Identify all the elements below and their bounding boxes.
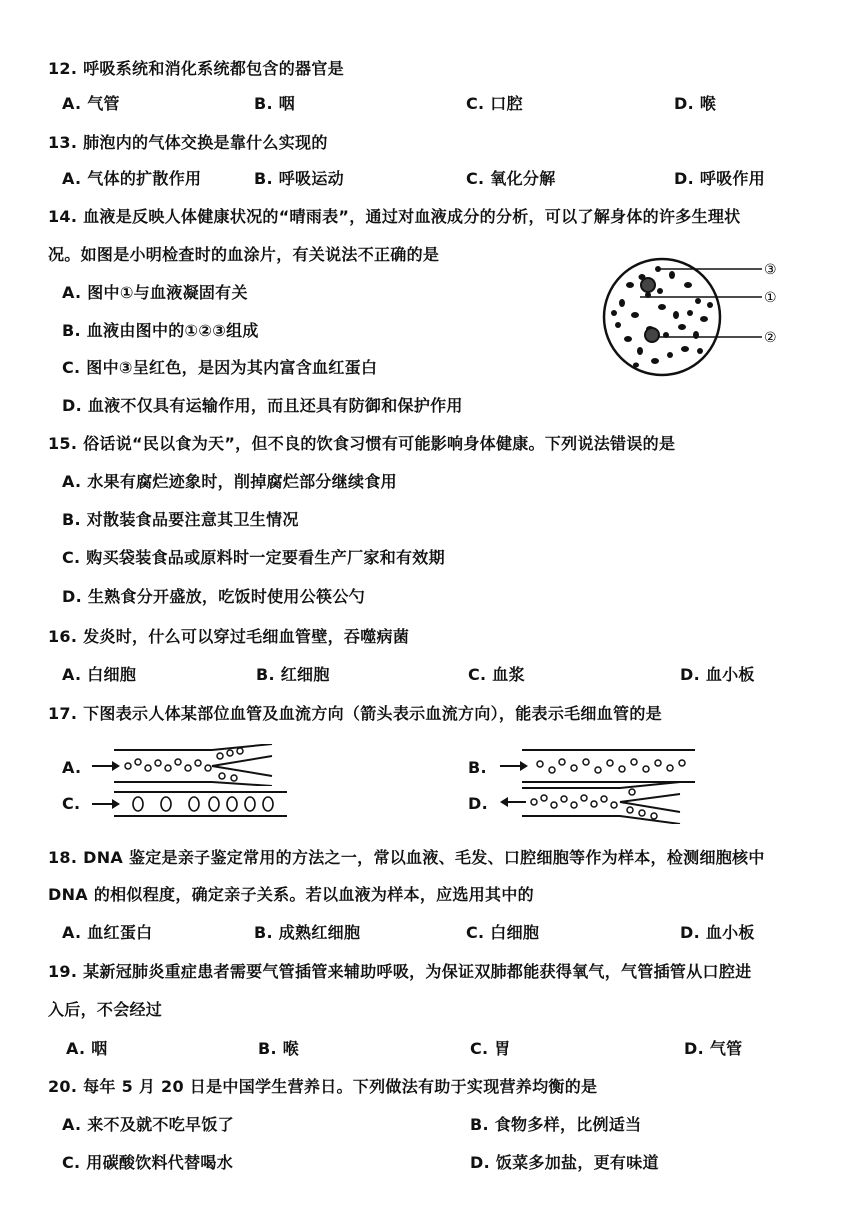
question-20-stem: 20. 每年 5 月 20 日是中国学生营养日。下列做法有助于实现营养均衡的是 xyxy=(48,1077,598,1096)
q15-option-a: A. 水果有腐烂迹象时，削掉腐烂部分继续食用 xyxy=(62,472,397,491)
q13-option-c: C. 氧化分解 xyxy=(466,169,556,188)
vessel-diagram-a xyxy=(92,744,292,786)
q14-option-d: D. 血液不仅具有运输作用，而且还具有防御和保护作用 xyxy=(62,396,463,415)
q16-option-a: A. 白细胞 xyxy=(62,665,137,684)
q16-option-b: B. 红细胞 xyxy=(256,665,330,684)
q19-option-b: B. 喉 xyxy=(258,1039,300,1058)
q16-option-d: D. 血小板 xyxy=(680,665,755,684)
q17-label-d: D. xyxy=(468,794,488,813)
q19-option-c: C. 胃 xyxy=(470,1039,511,1058)
q15-option-d: D. 生熟食分开盛放，吃饭时使用公筷公勺 xyxy=(62,587,365,606)
q18-option-a: A. 血红蛋白 xyxy=(62,923,153,942)
question-19-stem-line1: 19. 某新冠肺炎重症患者需要气管插管来辅助呼吸，为保证双肺都能获得氧气，气管插管从口腔进 xyxy=(48,962,752,981)
question-19-stem-line2: 入后，不会经过 xyxy=(48,1000,163,1019)
q12-option-b: B. 咽 xyxy=(254,94,296,113)
question-15-stem: 15. 俗话说“民以食为天”，但不良的饮食习惯有可能影响身体健康。下列说法错误的是 xyxy=(48,434,676,453)
q13-option-a: A. 气体的扩散作用 xyxy=(62,169,202,188)
blood-smear-figure xyxy=(600,255,790,380)
q17-label-a: A. xyxy=(62,758,82,777)
q19-option-a: A. 咽 xyxy=(66,1039,108,1058)
question-18-stem-line1: 18. DNA 鉴定是亲子鉴定常用的方法之一，常以血液、毛发、口腔细胞等作为样本，检测细胞核中 xyxy=(48,848,765,867)
q18-option-b: B. 成熟红细胞 xyxy=(254,923,361,942)
q19-option-d: D. 气管 xyxy=(684,1039,743,1058)
q17-label-c: C. xyxy=(62,794,81,813)
q15-option-b: B. 对散装食品要注意其卫生情况 xyxy=(62,510,299,529)
q13-option-d: D. 呼吸作用 xyxy=(674,169,766,188)
q18-option-d: D. 血小板 xyxy=(680,923,755,942)
q14-option-c: C. 图中③呈红色，是因为其内富含血红蛋白 xyxy=(62,358,378,377)
question-18-stem-line2: DNA 的相似程度，确定亲子关系。若以血液为样本，应选用其中的 xyxy=(48,885,534,904)
question-16-stem: 16. 发炎时，什么可以穿过毛细血管壁，吞噬病菌 xyxy=(48,627,410,646)
question-14-stem-line2: 况。如图是小明检查时的血涂片，有关说法不正确的是 xyxy=(48,245,440,264)
q12-option-c: C. 口腔 xyxy=(466,94,523,113)
vessel-diagram-d xyxy=(500,780,700,824)
question-17-stem: 17. 下图表示人体某部位血管及血流方向（箭头表示血流方向），能表示毛细血管的是 xyxy=(48,704,662,723)
q12-option-d: D. 喉 xyxy=(674,94,717,113)
figure-label-2: ② xyxy=(764,330,777,346)
question-13-stem: 13. 肺泡内的气体交换是靠什么实现的 xyxy=(48,133,328,152)
q13-option-b: B. 呼吸运动 xyxy=(254,169,344,188)
q17-label-b: B. xyxy=(468,758,487,777)
q20-option-b: B. 食物多样，比例适当 xyxy=(470,1115,642,1134)
q14-option-b: B. 血液由图中的①②③组成 xyxy=(62,321,259,340)
question-14-stem-line1: 14. 血液是反映人体健康状况的“晴雨表”，通过对血液成分的分析，可以了解身体的许多生理状 xyxy=(48,207,741,226)
q18-option-c: C. 白细胞 xyxy=(466,923,540,942)
q14-option-a: A. 图中①与血液凝固有关 xyxy=(62,283,248,302)
question-12-stem: 12. 呼吸系统和消化系统都包含的器官是 xyxy=(48,59,344,78)
q20-option-c: C. 用碳酸饮料代替喝水 xyxy=(62,1153,233,1172)
figure-label-3: ③ xyxy=(764,262,777,278)
figure-label-1: ① xyxy=(764,290,777,306)
q20-option-a: A. 来不及就不吃早饭了 xyxy=(62,1115,234,1134)
vessel-diagram-c xyxy=(92,784,292,824)
q20-option-d: D. 饭菜多加盐，更有味道 xyxy=(470,1153,659,1172)
q16-option-c: C. 血浆 xyxy=(468,665,525,684)
q15-option-c: C. 购买袋装食品或原料时一定要看生产厂家和有效期 xyxy=(62,548,445,567)
q12-option-a: A. 气管 xyxy=(62,94,120,113)
